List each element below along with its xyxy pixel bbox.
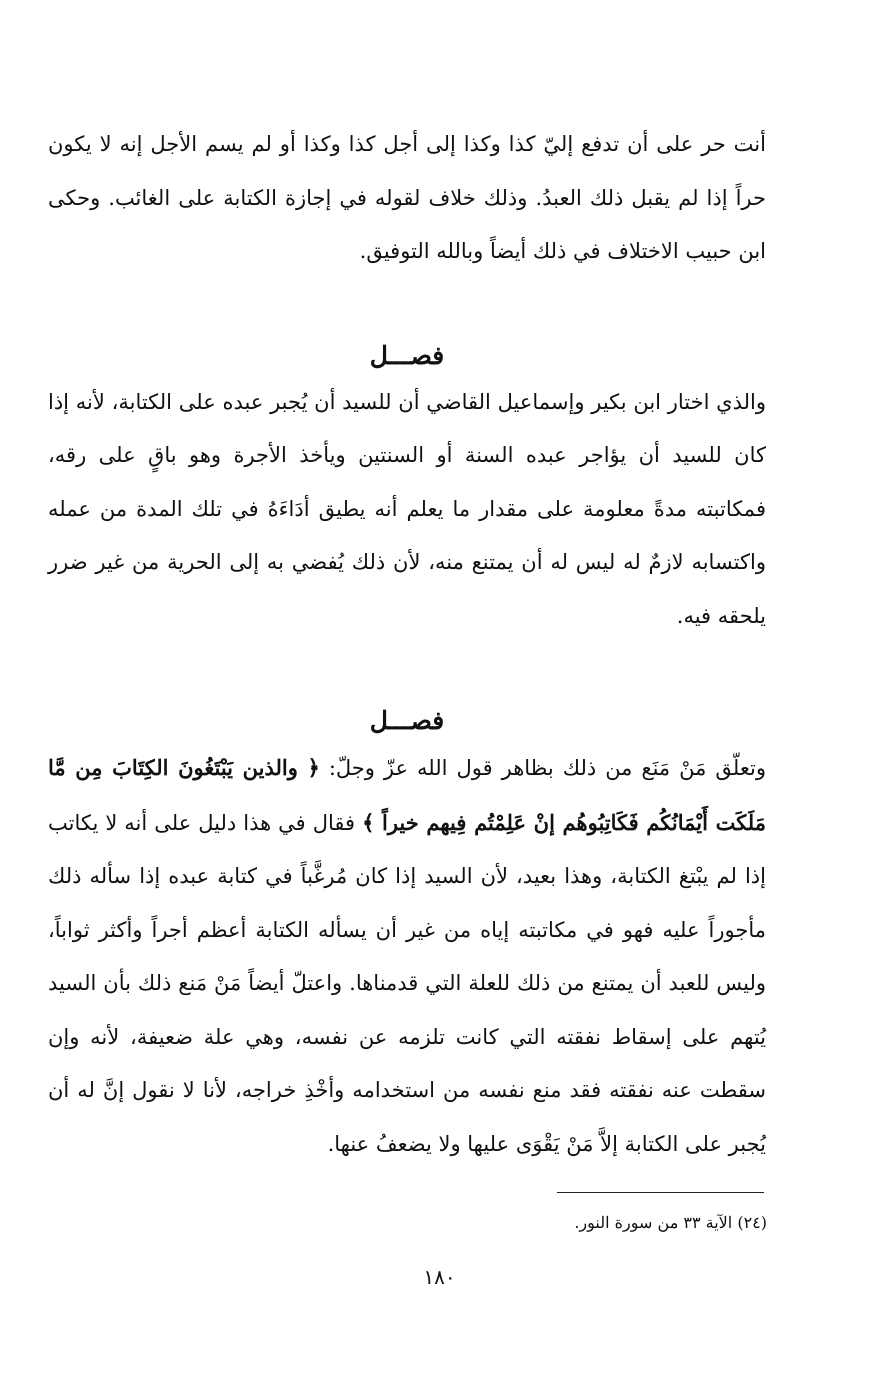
- footnote: (٢٤) الآية ٣٣ من سورة النور.: [574, 1213, 767, 1232]
- paragraph-3: [48, 741, 766, 1171]
- section-heading-1: فصـــل: [369, 340, 445, 370]
- paragraph-2: والذي اختار ابن بكير وإسماعيل القاضي أن للسيد أن يُجبر عبده على الكتابة، لأنه إذا كان للسيد أن يؤاجر عبده السنة أو السنتين ويأخذ الأجرة وهو باقٍ على رقه، فمكاتبته مدةً معلومة على مقدار ما يعلم أنه يطيق أدَاءَهُ في تلك المدة من عمله واكتسابه لازمٌ له ليس له أن يمتنع منه، لأن ذلك يُفضي به إلى الحرية من غير ضرر يلحقه فيه.: [48, 389, 766, 628]
- section-heading-2: فصـــل: [369, 706, 445, 735]
- paragraph-3-intro: وتعلّق مَنْ مَنَع من ذلك بظاهر قول الله عزّ وجلّ:: [319, 756, 766, 780]
- page-number: ١٨٠: [423, 1265, 456, 1289]
- page-body: [48, 118, 766, 1171]
- paragraph-3-rest: فقال في هذا دليل على أنه لا يكاتب إذا لم يبْتغ الكتابة، وهذا بعيد، لأن السيد إذا كان مُرغَّباً في كتابة عبده إذا سأله ذلك مأجوراً عليه فهو في مكاتبته إياه من غير أن يسأله الكتابة أعظم أجراً وأكثر ثواباً، وليس للعبد أن يمتنع من ذلك للعلة التي قدمناها. واعتلّ أيضاً مَنْ مَنع ذلك بأن السيد يُتهم على إسقاط نفقته التي كانت تلزمه عن نفسه، وهي علة ضعيفة، لأنه وإن سقطت عنه نفقته فقد منع نفسه من استخدامه وأخْذِ خراجه، لأنا لا نقول إنَّ له أن يُجبر على الكتابة إلاَّ مَنْ يَقْوَى عليها ولا يضعفُ عنها.: [48, 810, 766, 1156]
- quran-verse: ﴿ والذين يَبْتَغُونَ الكِتَابَ مِن مَّا مَلَكَت أَيْمَانُكُم فَكَاتِبُوهُم إنْ عَلِمْتُم فِيهم خيراً ﴾: [48, 755, 767, 835]
- footnote-divider: [557, 1192, 764, 1193]
- paragraph-1: أنت حر على أن تدفع إليّ كذا وكذا إلى أجل كذا وكذا أو لم يسم الأجل إنه لا يكون حراً إذا لم يقبل ذلك العبدُ. وذلك خلاف لقوله في إجازة الكتابة على الغائب. وحكى ابن حبيب الاختلاف في ذلك أيضاً وبالله التوفيق.: [48, 132, 766, 263]
